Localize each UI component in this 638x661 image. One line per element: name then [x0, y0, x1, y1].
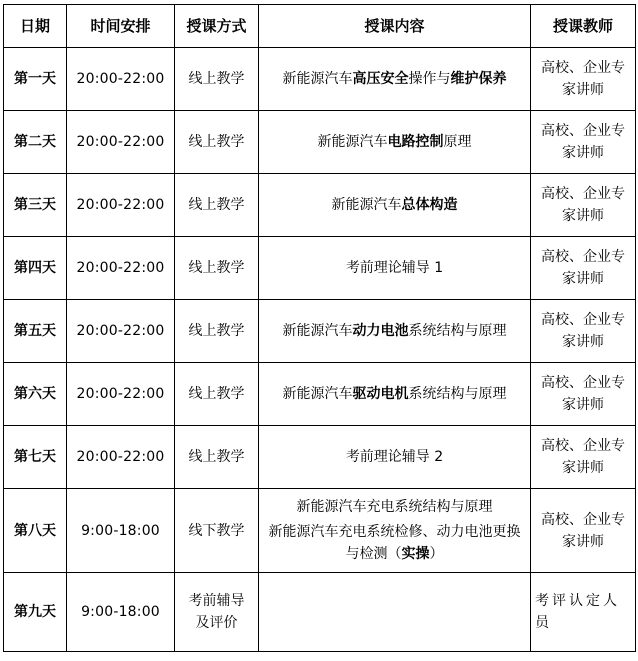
content-suffix: 系统结构与原理: [408, 386, 507, 402]
content-mid: 操作与: [408, 71, 451, 87]
teacher-cell: 高校、企业专家讲师: [531, 174, 636, 237]
teacher-cell: 高校、企业专家讲师: [531, 48, 636, 111]
header-day: 日期: [4, 5, 67, 48]
content-bold: 电路控制: [387, 134, 444, 150]
content-line-2-suffix: ）: [429, 546, 444, 562]
mode-cell: 线上教学: [175, 300, 259, 363]
mode-cell: 线上教学: [175, 174, 259, 237]
time-cell: 9:00-18:00: [67, 573, 175, 652]
content-cell: [259, 300, 531, 363]
mode-cell: 线上教学: [175, 237, 259, 300]
content-cell: [259, 489, 531, 573]
content-cell: 考前理论辅导 2: [259, 426, 531, 489]
content-bold: 高压安全: [352, 71, 409, 87]
table-row: [4, 300, 636, 363]
header-teacher: 授课教师: [531, 5, 636, 48]
content-line-1: 新能源汽车充电系统结构与原理: [296, 499, 493, 515]
day-cell: 第五天: [4, 300, 67, 363]
table-row: [4, 111, 636, 174]
teacher-cell: 考评认定人员: [531, 573, 636, 652]
time-cell: 20:00-22:00: [67, 174, 175, 237]
time-cell: 9:00-18:00: [67, 489, 175, 573]
content-cell: [259, 111, 531, 174]
day-cell: 第八天: [4, 489, 67, 573]
mode-cell: 线上教学: [175, 426, 259, 489]
teacher-cell: 高校、企业专家讲师: [531, 237, 636, 300]
content-line-2-prefix: 新能源汽车充电系统检修、动力电池更换与检测（: [268, 524, 521, 562]
content-prefix: 新能源汽车: [317, 134, 388, 150]
table-row: [4, 363, 636, 426]
day-cell: 第六天: [4, 363, 67, 426]
content-prefix: 新能源汽车: [282, 386, 353, 402]
content-cell: [259, 174, 531, 237]
training-schedule-table: [3, 4, 636, 652]
teacher-cell: 高校、企业专家讲师: [531, 363, 636, 426]
header-content: 授课内容: [259, 5, 531, 48]
time-cell: 20:00-22:00: [67, 237, 175, 300]
content-cell: [259, 363, 531, 426]
table-row: [4, 426, 636, 489]
day-cell: 第三天: [4, 174, 67, 237]
content-suffix: 系统结构与原理: [408, 323, 507, 339]
day-cell: 第四天: [4, 237, 67, 300]
time-cell: 20:00-22:00: [67, 363, 175, 426]
content-bold: 驱动电机: [352, 386, 409, 402]
content-prefix: 新能源汽车: [282, 323, 353, 339]
time-cell: 20:00-22:00: [67, 300, 175, 363]
mode-cell: 线下教学: [175, 489, 259, 573]
teacher-cell: 高校、企业专家讲师: [531, 300, 636, 363]
content-line-2-bold: 实操: [401, 546, 430, 562]
day-cell: 第一天: [4, 48, 67, 111]
content-cell: 考前理论辅导 1: [259, 237, 531, 300]
content-bold-2: 维护保养: [450, 71, 507, 87]
content-cell: [259, 48, 531, 111]
teacher-cell: 高校、企业专家讲师: [531, 489, 636, 573]
day-cell: 第九天: [4, 573, 67, 652]
teacher-cell: 高校、企业专家讲师: [531, 426, 636, 489]
mode-cell: 线上教学: [175, 48, 259, 111]
day-cell: 第七天: [4, 426, 67, 489]
time-cell: 20:00-22:00: [67, 48, 175, 111]
table-row: [4, 489, 636, 573]
mode-cell: 线上教学: [175, 111, 259, 174]
table-row: [4, 174, 636, 237]
content-prefix: 新能源汽车: [331, 197, 402, 213]
content-bold: 总体构造: [401, 197, 458, 213]
table-row: [4, 237, 636, 300]
table-row: [4, 573, 636, 652]
mode-cell: 线上教学: [175, 363, 259, 426]
teacher-cell: 高校、企业专家讲师: [531, 111, 636, 174]
time-cell: 20:00-22:00: [67, 426, 175, 489]
header-time: 时间安排: [67, 5, 175, 48]
time-cell: 20:00-22:00: [67, 111, 175, 174]
table-header-row: [4, 5, 636, 48]
content-suffix: 原理: [443, 134, 472, 150]
content-prefix: 新能源汽车: [282, 71, 353, 87]
table-row: [4, 48, 636, 111]
content-cell: [259, 573, 531, 652]
content-line-2: [263, 521, 526, 565]
content-bold: 动力电池: [352, 323, 409, 339]
mode-cell: 考前辅导及评价: [175, 573, 259, 652]
header-mode: 授课方式: [175, 5, 259, 48]
day-cell: 第二天: [4, 111, 67, 174]
